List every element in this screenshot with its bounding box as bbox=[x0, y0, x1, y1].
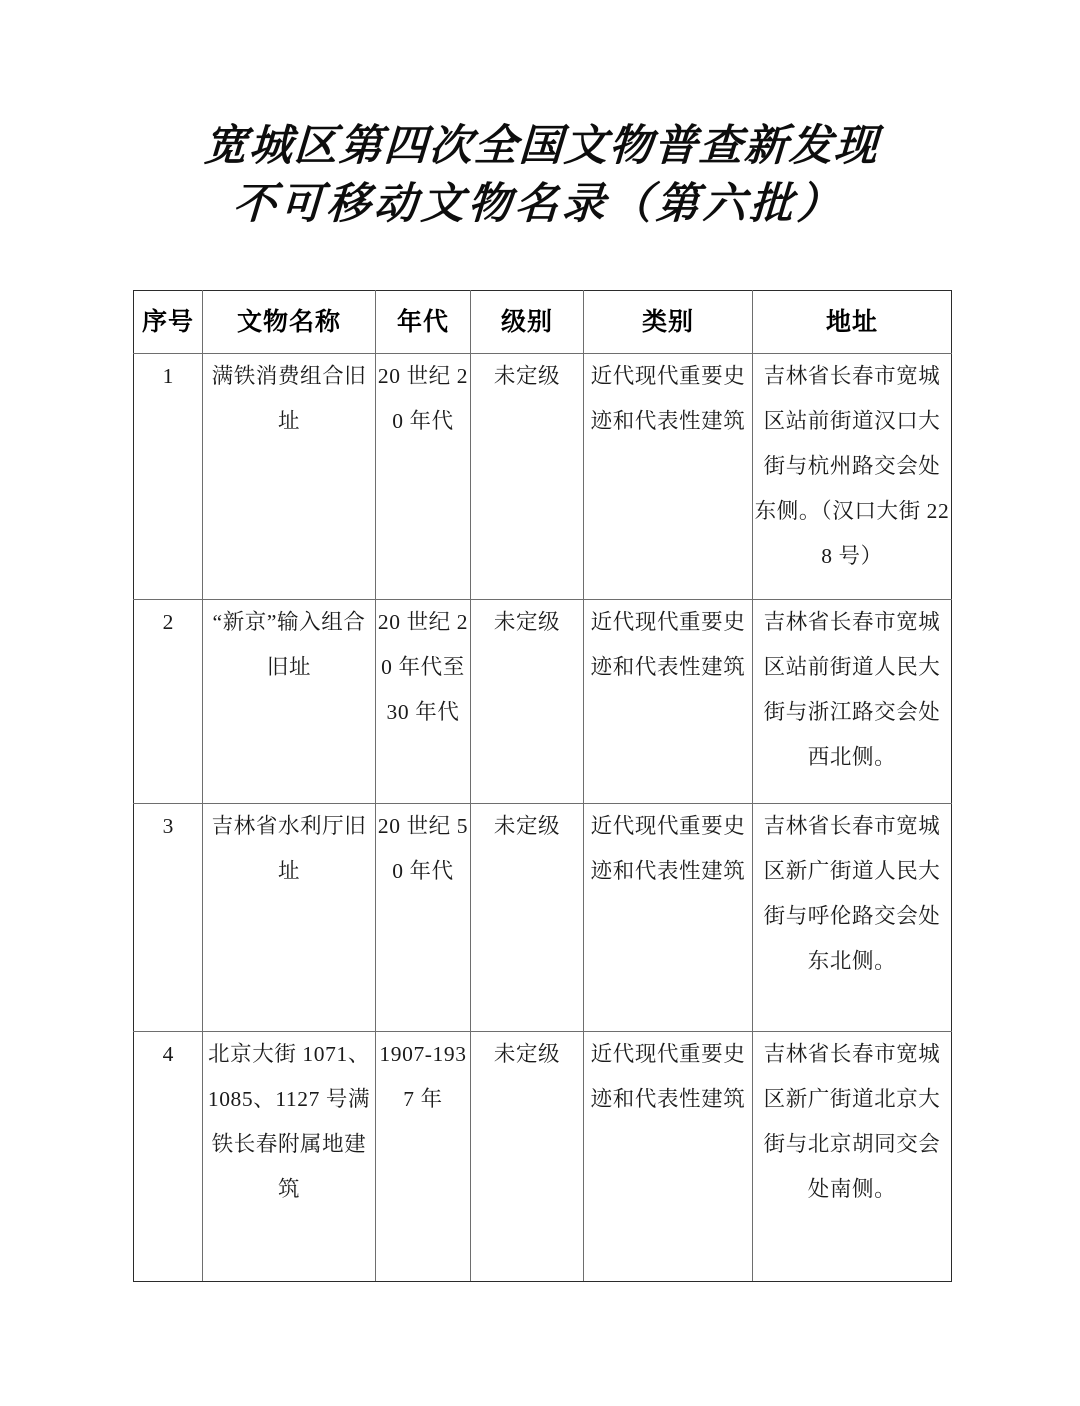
cell-era: 20 世纪 20 年代 bbox=[376, 354, 471, 600]
cell-address: 吉林省长春市宽城区站前街道人民大街与浙江路交会处西北侧。 bbox=[753, 600, 952, 804]
catalog-table-wrapper bbox=[133, 290, 951, 1282]
cell-name: 吉林省水利厅旧址 bbox=[203, 804, 376, 1032]
cell-name: 满铁消费组合旧址 bbox=[203, 354, 376, 600]
cell-era: 1907-1937 年 bbox=[376, 1032, 471, 1282]
cell-type: 近代现代重要史迹和代表性建筑 bbox=[584, 804, 753, 1032]
cell-index: 1 bbox=[134, 354, 203, 600]
cell-era: 20 世纪 50 年代 bbox=[376, 804, 471, 1032]
table-row bbox=[134, 600, 952, 804]
page-title-line-2: 不可移动文物名录（第六批） bbox=[231, 181, 846, 228]
cell-address: 吉林省长春市宽城区新广街道人民大街与呼伦路交会处东北侧。 bbox=[753, 804, 952, 1032]
table-row bbox=[134, 804, 952, 1032]
column-header-era: 年代 bbox=[376, 291, 471, 354]
cell-era: 20 世纪 20 年代至 30 年代 bbox=[376, 600, 471, 804]
table-header-row bbox=[134, 291, 952, 354]
column-header-name: 文物名称 bbox=[203, 291, 376, 354]
cell-name: 北京大街 1071、1085、1127 号满铁长春附属地建筑 bbox=[203, 1032, 376, 1282]
table-row bbox=[134, 1032, 952, 1282]
cell-index: 4 bbox=[134, 1032, 203, 1282]
column-header-index: 序号 bbox=[134, 291, 203, 354]
column-header-level: 级别 bbox=[471, 291, 584, 354]
cell-type: 近代现代重要史迹和代表性建筑 bbox=[584, 1032, 753, 1282]
page-title bbox=[0, 118, 1080, 234]
column-header-address: 地址 bbox=[753, 291, 952, 354]
cell-level: 未定级 bbox=[471, 804, 584, 1032]
cell-address: 吉林省长春市宽城区站前街道汉口大街与杭州路交会处东侧。（汉口大街 228 号） bbox=[753, 354, 952, 600]
cell-level: 未定级 bbox=[471, 600, 584, 804]
cell-address: 吉林省长春市宽城区新广街道北京大街与北京胡同交会处南侧。 bbox=[753, 1032, 952, 1282]
cell-type: 近代现代重要史迹和代表性建筑 bbox=[584, 354, 753, 600]
table-row bbox=[134, 354, 952, 600]
cultural-relics-catalog-table bbox=[133, 290, 952, 1282]
cell-level: 未定级 bbox=[471, 1032, 584, 1282]
cell-index: 2 bbox=[134, 600, 203, 804]
cell-index: 3 bbox=[134, 804, 203, 1032]
page-title-line-1: 宽城区第四次全国文物普查新发现 bbox=[202, 123, 881, 170]
cell-name: “新京”输入组合旧址 bbox=[203, 600, 376, 804]
cell-type: 近代现代重要史迹和代表性建筑 bbox=[584, 600, 753, 804]
column-header-type: 类别 bbox=[584, 291, 753, 354]
cell-level: 未定级 bbox=[471, 354, 584, 600]
